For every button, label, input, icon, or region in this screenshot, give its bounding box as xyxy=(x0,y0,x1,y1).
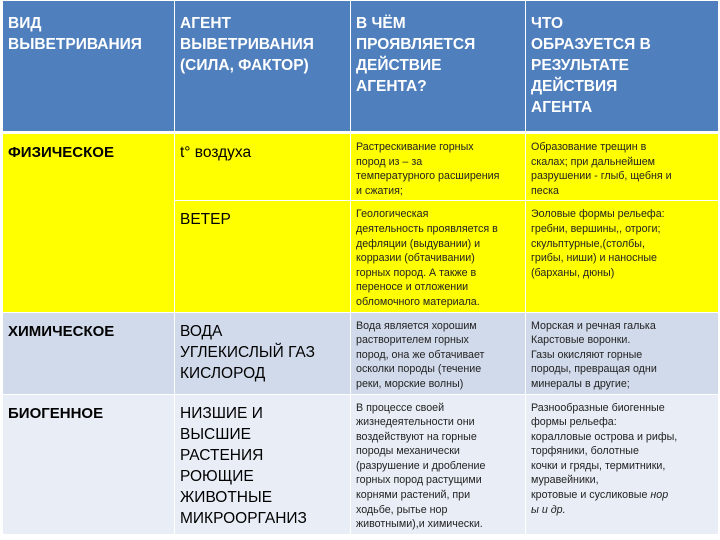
agent-cell: НИЗШИЕ И ВЫСШИЕ РАСТЕНИЯ РОЮЩИЕ ЖИВОТНЫЕ МИКРООРГАНИЗ xyxy=(175,394,351,534)
result-cell xyxy=(526,394,719,534)
action-cell: Геологическая деятельность проявляется в дефляции (выдувании) и корразии (обтачивании) горных пород. А также в переносе и отложении обломочного материала. xyxy=(351,201,526,312)
result-cell: Эоловые формы рельефа: гребни, вершины,, отроги; скульптурные,(столбы, грибы, ниши) и наносные (барханы, дюны) xyxy=(526,201,719,312)
header-result: ЧТО ОБРАЗУЕТСЯ В РЕЗУЛЬТАТЕ ДЕЙСТВИЯ АГЕНТА xyxy=(526,1,719,133)
result-cell: Морская и речная галька Карстовые воронки. Газы окисляют горные породы, превращая одни минералы в другие; xyxy=(526,312,719,394)
action-cell: Вода является хорошим растворителем горных пород, она же обтачивает осколки породы (течение реки, морские волны) xyxy=(351,312,526,394)
agent-cell: t° воздуха xyxy=(175,133,351,201)
header-agent: АГЕНТ ВЫВЕТРИВАНИЯ (СИЛА, ФАКТОР) xyxy=(175,1,351,133)
result-text-italic: нор ы и др. xyxy=(531,489,669,516)
type-cell: ФИЗИЧЕСКОЕ xyxy=(3,133,175,313)
table-row xyxy=(3,394,719,534)
header-row xyxy=(3,1,719,133)
agent-cell: ВЕТЕР xyxy=(175,201,351,312)
action-cell: Растрескивание горных пород из – за температурного расширения и сжатия; xyxy=(351,133,526,201)
weathering-table xyxy=(2,0,719,535)
table-row xyxy=(3,312,719,394)
header-action: В ЧЁМ ПРОЯВЛЯЕТСЯ ДЕЙСТВИЕ АГЕНТА? xyxy=(351,1,526,133)
action-cell: В процессе своей жизнедеятельности они воздействуют на горные породы механически (разрушение и дробление горных пород растущими корнями растений, при ходьбе, рытье нор животными),и химически. xyxy=(351,394,526,534)
result-text: Разнообразные биогенные формы рельефа: коралловые острова и рифы, торфяники, болотные кочки и гряды, термитники, муравейники, кротовые и сусликовые xyxy=(531,401,678,502)
agent-cell: ВОДА УГЛЕКИСЛЫЙ ГАЗ КИСЛОРОД xyxy=(175,312,351,394)
type-cell: ХИМИЧЕСКОЕ xyxy=(3,312,175,394)
result-cell: Образование трещин в скалах; при дальнейшем разрушении - глыб, щебня и песка xyxy=(526,133,719,201)
type-cell: БИОГЕННОЕ xyxy=(3,394,175,534)
table-row xyxy=(3,133,719,201)
header-type: ВИД ВЫВЕТРИВАНИЯ xyxy=(3,1,175,133)
